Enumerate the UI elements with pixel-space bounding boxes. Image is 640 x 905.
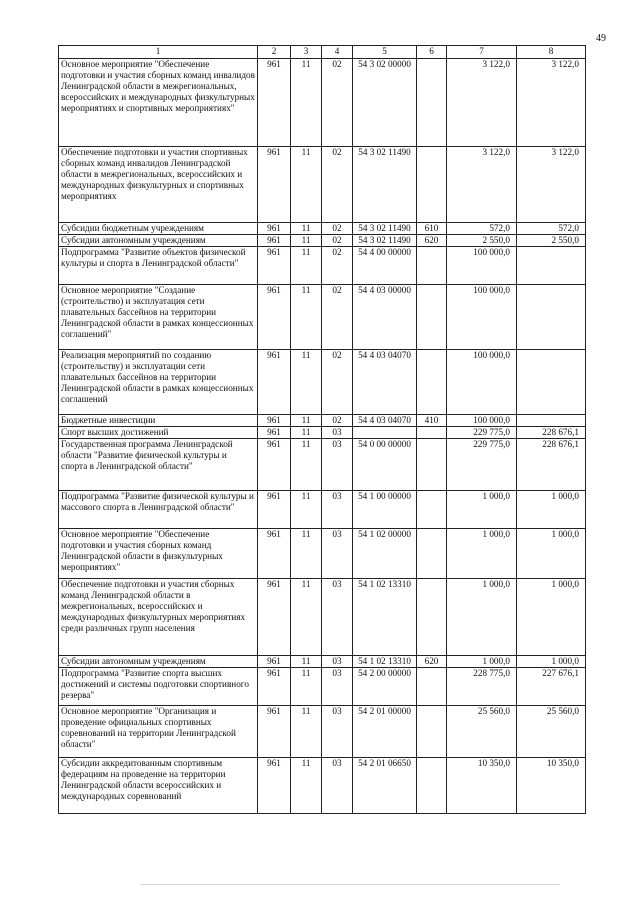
ministry-code: 961 bbox=[258, 706, 291, 758]
target-article: 54 0 00 00000 bbox=[353, 439, 417, 491]
table-row bbox=[59, 285, 586, 350]
item-name: Основное мероприятие "Обеспечение подготовки и участия сборных команд инвалидов Ленинградской области в межрегиональных, всероссийских и международных физкультурных мероприятиях и спортивных мероприятиях" bbox=[59, 59, 258, 147]
table-row bbox=[59, 247, 586, 285]
header-cell: 8 bbox=[517, 46, 586, 59]
item-name: Подпрограмма "Развитие объектов физической культуры и спорта в Ленинградской области" bbox=[59, 247, 258, 285]
expense-type bbox=[417, 147, 447, 223]
table-row bbox=[59, 223, 586, 235]
footer-rule bbox=[140, 884, 560, 885]
section-code: 11 bbox=[291, 491, 322, 529]
target-article: 54 1 00 00000 bbox=[353, 491, 417, 529]
amount-year-1: 100 000,0 bbox=[447, 415, 517, 427]
target-article: 54 3 02 00000 bbox=[353, 59, 417, 147]
item-name: Подпрограмма "Развитие физической культуры и массового спорта в Ленинградской области" bbox=[59, 491, 258, 529]
target-article: 54 1 02 13310 bbox=[353, 656, 417, 668]
ministry-code: 961 bbox=[258, 491, 291, 529]
table-row bbox=[59, 427, 586, 439]
amount-year-2 bbox=[517, 285, 586, 350]
item-name: Основное мероприятие "Обеспечение подготовки и участия сборных команд Ленинградской области в физкультурных мероприятиях" bbox=[59, 529, 258, 579]
expense-type: 610 bbox=[417, 223, 447, 235]
section-code: 11 bbox=[291, 223, 322, 235]
amount-year-2: 25 560,0 bbox=[517, 706, 586, 758]
ministry-code: 961 bbox=[258, 59, 291, 147]
ministry-code: 961 bbox=[258, 529, 291, 579]
table-row bbox=[59, 235, 586, 247]
section-code: 11 bbox=[291, 235, 322, 247]
amount-year-1: 25 560,0 bbox=[447, 706, 517, 758]
ministry-code: 961 bbox=[258, 223, 291, 235]
item-name: Субсидии бюджетным учреждениям bbox=[59, 223, 258, 235]
subsection-code: 02 bbox=[322, 247, 353, 285]
table-row bbox=[59, 579, 586, 656]
target-article: 54 2 00 00000 bbox=[353, 668, 417, 706]
section-code: 11 bbox=[291, 285, 322, 350]
header-cell: 4 bbox=[322, 46, 353, 59]
expense-type bbox=[417, 350, 447, 415]
amount-year-1: 100 000,0 bbox=[447, 285, 517, 350]
item-name: Обеспечение подготовки и участия спортивных сборных команд инвалидов Ленинградской области в межрегиональных, всероссийских и международных физкультурных и спортивных мероприятиях bbox=[59, 147, 258, 223]
item-name: Бюджетные инвестиции bbox=[59, 415, 258, 427]
item-name: Субсидии автономным учреждениям bbox=[59, 656, 258, 668]
subsection-code: 03 bbox=[322, 656, 353, 668]
expense-type bbox=[417, 439, 447, 491]
amount-year-1: 10 350,0 bbox=[447, 758, 517, 814]
amount-year-1: 100 000,0 bbox=[447, 247, 517, 285]
expense-type bbox=[417, 579, 447, 656]
target-article: 54 4 03 00000 bbox=[353, 285, 417, 350]
subsection-code: 03 bbox=[322, 579, 353, 656]
item-name: Спорт высших достижений bbox=[59, 427, 258, 439]
section-code: 11 bbox=[291, 529, 322, 579]
amount-year-1: 3 122,0 bbox=[447, 147, 517, 223]
expense-type bbox=[417, 491, 447, 529]
table-row bbox=[59, 656, 586, 668]
amount-year-1: 1 000,0 bbox=[447, 491, 517, 529]
ministry-code: 961 bbox=[258, 415, 291, 427]
expense-type bbox=[417, 59, 447, 147]
subsection-code: 02 bbox=[322, 223, 353, 235]
target-article: 54 4 03 04070 bbox=[353, 415, 417, 427]
expense-type bbox=[417, 285, 447, 350]
header-cell: 1 bbox=[59, 46, 258, 59]
target-article: 54 3 02 11490 bbox=[353, 147, 417, 223]
ministry-code: 961 bbox=[258, 235, 291, 247]
ministry-code: 961 bbox=[258, 668, 291, 706]
target-article bbox=[353, 427, 417, 439]
target-article: 54 2 01 06650 bbox=[353, 758, 417, 814]
target-article: 54 3 02 11490 bbox=[353, 223, 417, 235]
table-row bbox=[59, 668, 586, 706]
amount-year-2 bbox=[517, 350, 586, 415]
table-body bbox=[59, 59, 586, 814]
item-name: Реализация мероприятий по созданию (строительству) и эксплуатации сети плавательных бассейнов на территории Ленинградской области в рамках концессионных соглашений bbox=[59, 350, 258, 415]
header-row bbox=[59, 46, 586, 59]
ministry-code: 961 bbox=[258, 758, 291, 814]
header-cell: 5 bbox=[353, 46, 417, 59]
expense-type bbox=[417, 668, 447, 706]
amount-year-1: 1 000,0 bbox=[447, 579, 517, 656]
header-cell: 6 bbox=[417, 46, 447, 59]
amount-year-2: 1 000,0 bbox=[517, 529, 586, 579]
table-row bbox=[59, 529, 586, 579]
amount-year-2 bbox=[517, 415, 586, 427]
ministry-code: 961 bbox=[258, 579, 291, 656]
item-name: Субсидии автономным учреждениям bbox=[59, 235, 258, 247]
ministry-code: 961 bbox=[258, 656, 291, 668]
subsection-code: 02 bbox=[322, 350, 353, 415]
expense-type bbox=[417, 706, 447, 758]
header-cell: 3 bbox=[291, 46, 322, 59]
expense-type bbox=[417, 427, 447, 439]
table-row bbox=[59, 758, 586, 814]
amount-year-2 bbox=[517, 247, 586, 285]
amount-year-2: 10 350,0 bbox=[517, 758, 586, 814]
page-number: 49 bbox=[596, 33, 606, 44]
subsection-code: 02 bbox=[322, 147, 353, 223]
subsection-code: 02 bbox=[322, 59, 353, 147]
section-code: 11 bbox=[291, 147, 322, 223]
target-article: 54 4 03 04070 bbox=[353, 350, 417, 415]
ministry-code: 961 bbox=[258, 350, 291, 415]
item-name: Государственная программа Ленинградской области "Развитие физической культуры и спорта в Ленинградской области" bbox=[59, 439, 258, 491]
amount-year-2: 228 676,1 bbox=[517, 427, 586, 439]
section-code: 11 bbox=[291, 59, 322, 147]
amount-year-1: 572,0 bbox=[447, 223, 517, 235]
header-cell: 2 bbox=[258, 46, 291, 59]
item-name: Обеспечение подготовки и участия сборных команд Ленинградской области в межрегиональных, всероссийских и международных физкультурных мероприятиях среди различных групп населения bbox=[59, 579, 258, 656]
subsection-code: 03 bbox=[322, 758, 353, 814]
amount-year-1: 100 000,0 bbox=[447, 350, 517, 415]
subsection-code: 02 bbox=[322, 235, 353, 247]
table-row bbox=[59, 147, 586, 223]
budget-table bbox=[58, 45, 586, 814]
amount-year-2: 572,0 bbox=[517, 223, 586, 235]
ministry-code: 961 bbox=[258, 285, 291, 350]
table-row bbox=[59, 350, 586, 415]
ministry-code: 961 bbox=[258, 439, 291, 491]
table-row bbox=[59, 706, 586, 758]
section-code: 11 bbox=[291, 706, 322, 758]
table-row bbox=[59, 415, 586, 427]
header-cell: 7 bbox=[447, 46, 517, 59]
target-article: 54 2 01 00000 bbox=[353, 706, 417, 758]
section-code: 11 bbox=[291, 247, 322, 285]
ministry-code: 961 bbox=[258, 247, 291, 285]
amount-year-2: 1 000,0 bbox=[517, 656, 586, 668]
expense-type: 620 bbox=[417, 656, 447, 668]
ministry-code: 961 bbox=[258, 147, 291, 223]
amount-year-1: 228 775,0 bbox=[447, 668, 517, 706]
target-article: 54 3 02 11490 bbox=[353, 235, 417, 247]
amount-year-2: 1 000,0 bbox=[517, 579, 586, 656]
table-row bbox=[59, 491, 586, 529]
expense-type: 620 bbox=[417, 235, 447, 247]
item-name: Основное мероприятие "Организация и проведение официальных спортивных соревнований на территории Ленинградской области" bbox=[59, 706, 258, 758]
item-name: Основное мероприятие "Создание (строительство) и эксплуатация сети плавательных бассейнов на территории Ленинградской области в рамках концессионных соглашений" bbox=[59, 285, 258, 350]
section-code: 11 bbox=[291, 656, 322, 668]
expense-type bbox=[417, 529, 447, 579]
target-article: 54 4 00 00000 bbox=[353, 247, 417, 285]
amount-year-1: 1 000,0 bbox=[447, 656, 517, 668]
amount-year-1: 2 550,0 bbox=[447, 235, 517, 247]
amount-year-2: 3 122,0 bbox=[517, 59, 586, 147]
item-name: Субсидии аккредитованным спортивным федерациям на проведение на территории Ленинградской области всероссийских и международных соревнований bbox=[59, 758, 258, 814]
amount-year-1: 1 000,0 bbox=[447, 529, 517, 579]
amount-year-1: 3 122,0 bbox=[447, 59, 517, 147]
subsection-code: 03 bbox=[322, 529, 353, 579]
subsection-code: 03 bbox=[322, 491, 353, 529]
subsection-code: 03 bbox=[322, 427, 353, 439]
section-code: 11 bbox=[291, 579, 322, 656]
amount-year-2: 228 676,1 bbox=[517, 439, 586, 491]
section-code: 11 bbox=[291, 350, 322, 415]
amount-year-2: 3 122,0 bbox=[517, 147, 586, 223]
section-code: 11 bbox=[291, 415, 322, 427]
expense-type bbox=[417, 758, 447, 814]
section-code: 11 bbox=[291, 439, 322, 491]
amount-year-2: 1 000,0 bbox=[517, 491, 586, 529]
table-row bbox=[59, 59, 586, 147]
item-name: Подпрограмма "Развитие спорта высших достижений и системы подготовки спортивного резерва" bbox=[59, 668, 258, 706]
subsection-code: 03 bbox=[322, 439, 353, 491]
subsection-code: 02 bbox=[322, 285, 353, 350]
section-code: 11 bbox=[291, 427, 322, 439]
amount-year-2: 2 550,0 bbox=[517, 235, 586, 247]
subsection-code: 02 bbox=[322, 415, 353, 427]
subsection-code: 03 bbox=[322, 706, 353, 758]
expense-type: 410 bbox=[417, 415, 447, 427]
section-code: 11 bbox=[291, 758, 322, 814]
expense-type bbox=[417, 247, 447, 285]
section-code: 11 bbox=[291, 668, 322, 706]
table-row bbox=[59, 439, 586, 491]
target-article: 54 1 02 13310 bbox=[353, 579, 417, 656]
ministry-code: 961 bbox=[258, 427, 291, 439]
subsection-code: 03 bbox=[322, 668, 353, 706]
amount-year-1: 229 775,0 bbox=[447, 427, 517, 439]
target-article: 54 1 02 00000 bbox=[353, 529, 417, 579]
amount-year-2: 227 676,1 bbox=[517, 668, 586, 706]
amount-year-1: 229 775,0 bbox=[447, 439, 517, 491]
